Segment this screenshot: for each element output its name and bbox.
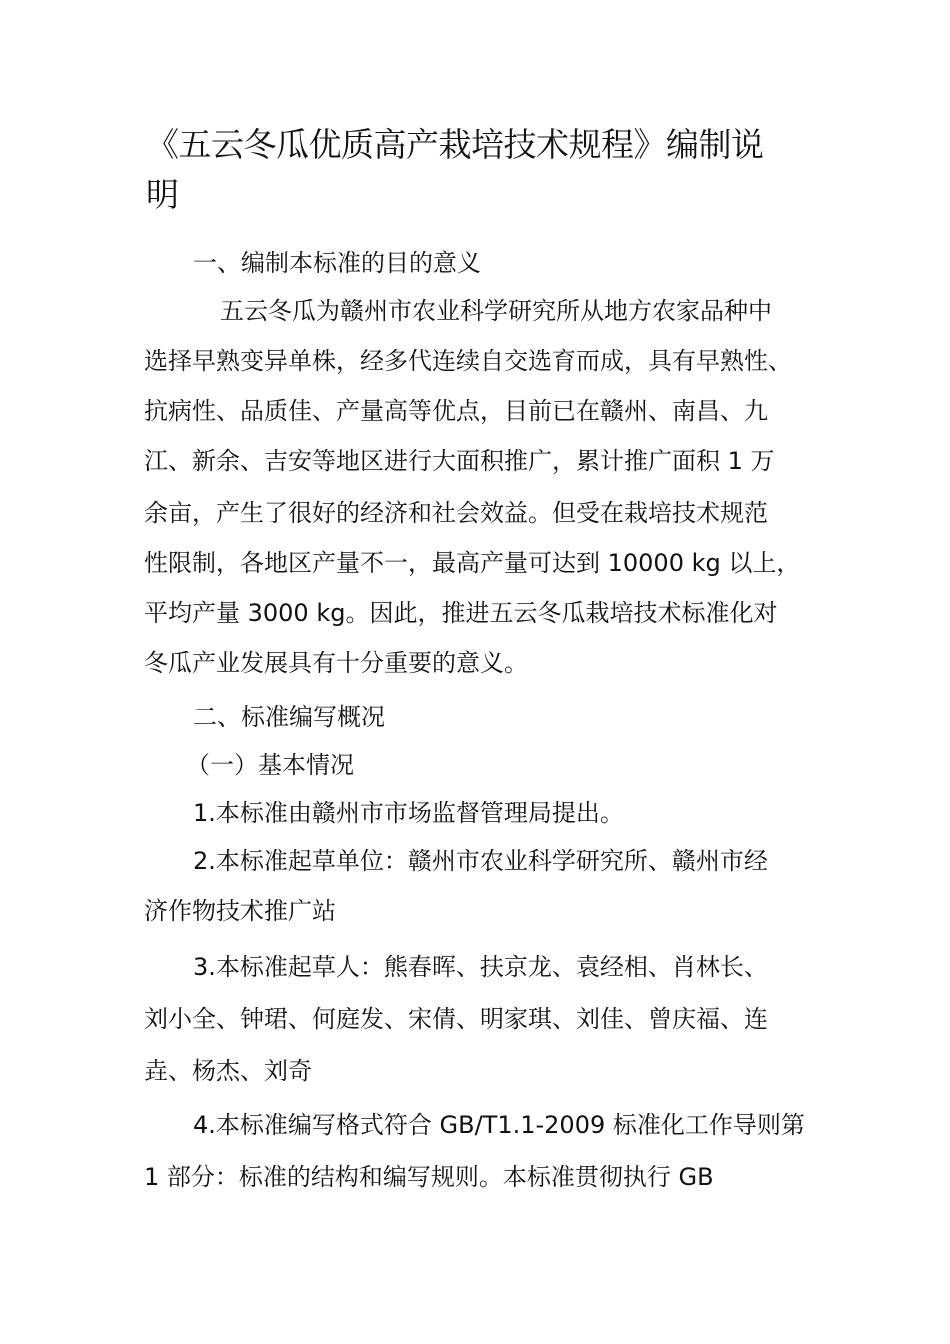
document-title [146,120,826,220]
title-line-2: 明 [146,175,179,214]
list-item: 4.本标准编写格式符合 GB/T1.1-2009 标准化工作导则第 [193,1111,805,1139]
paragraph-line: 余亩，产生了很好的经济和社会效益。但受在栽培技术规范 [144,499,768,527]
paragraph-line: 性限制，各地区产量不一，最高产量可达到 10000 kg 以上， [144,549,801,577]
list-item: 2.本标准起草单位：赣州市农业科学研究所、赣州市经 [193,847,768,875]
title-line-1: 《五云冬瓜优质高产栽培技术规程》编制说 [146,125,764,164]
list-item: 3.本标准起草人：熊春晖、扶京龙、袁经相、肖林长、 [193,953,768,981]
paragraph-line: 冬瓜产业发展具有十分重要的意义。 [144,649,528,677]
section-heading-purpose: 一、编制本标准的目的意义 [193,249,481,277]
list-item: 1.本标准由赣州市市场监督管理局提出。 [193,799,624,827]
subsection-heading-basic: （一）基本情况 [186,751,354,779]
paragraph-line: 平均产量 3000 kg。因此，推进五云冬瓜栽培技术标准化对 [144,599,778,627]
list-item-continuation: 垚、杨杰、刘奇 [144,1057,312,1085]
paragraph-line: 五云冬瓜为赣州市农业科学研究所从地方农家品种中 [220,297,772,325]
paragraph-line: 抗病性、品质佳、产量高等优点，目前已在赣州、南昌、九 [144,397,768,425]
section-heading-overview: 二、标准编写概况 [193,703,385,731]
list-item-continuation: 1 部分：标准的结构和编写规则。本标准贯彻执行 GB [144,1163,714,1191]
paragraph-line: 江、新余、吉安等地区进行大面积推广，累计推广面积 1 万 [144,447,775,475]
list-item-continuation: 刘小全、钟珺、何庭发、宋倩、明家琪、刘佳、曾庆福、连 [144,1005,768,1033]
list-item-continuation: 济作物技术推广站 [144,897,336,925]
paragraph-line: 选择早熟变异单株，经多代连续自交选育而成，具有早熟性、 [144,347,792,375]
